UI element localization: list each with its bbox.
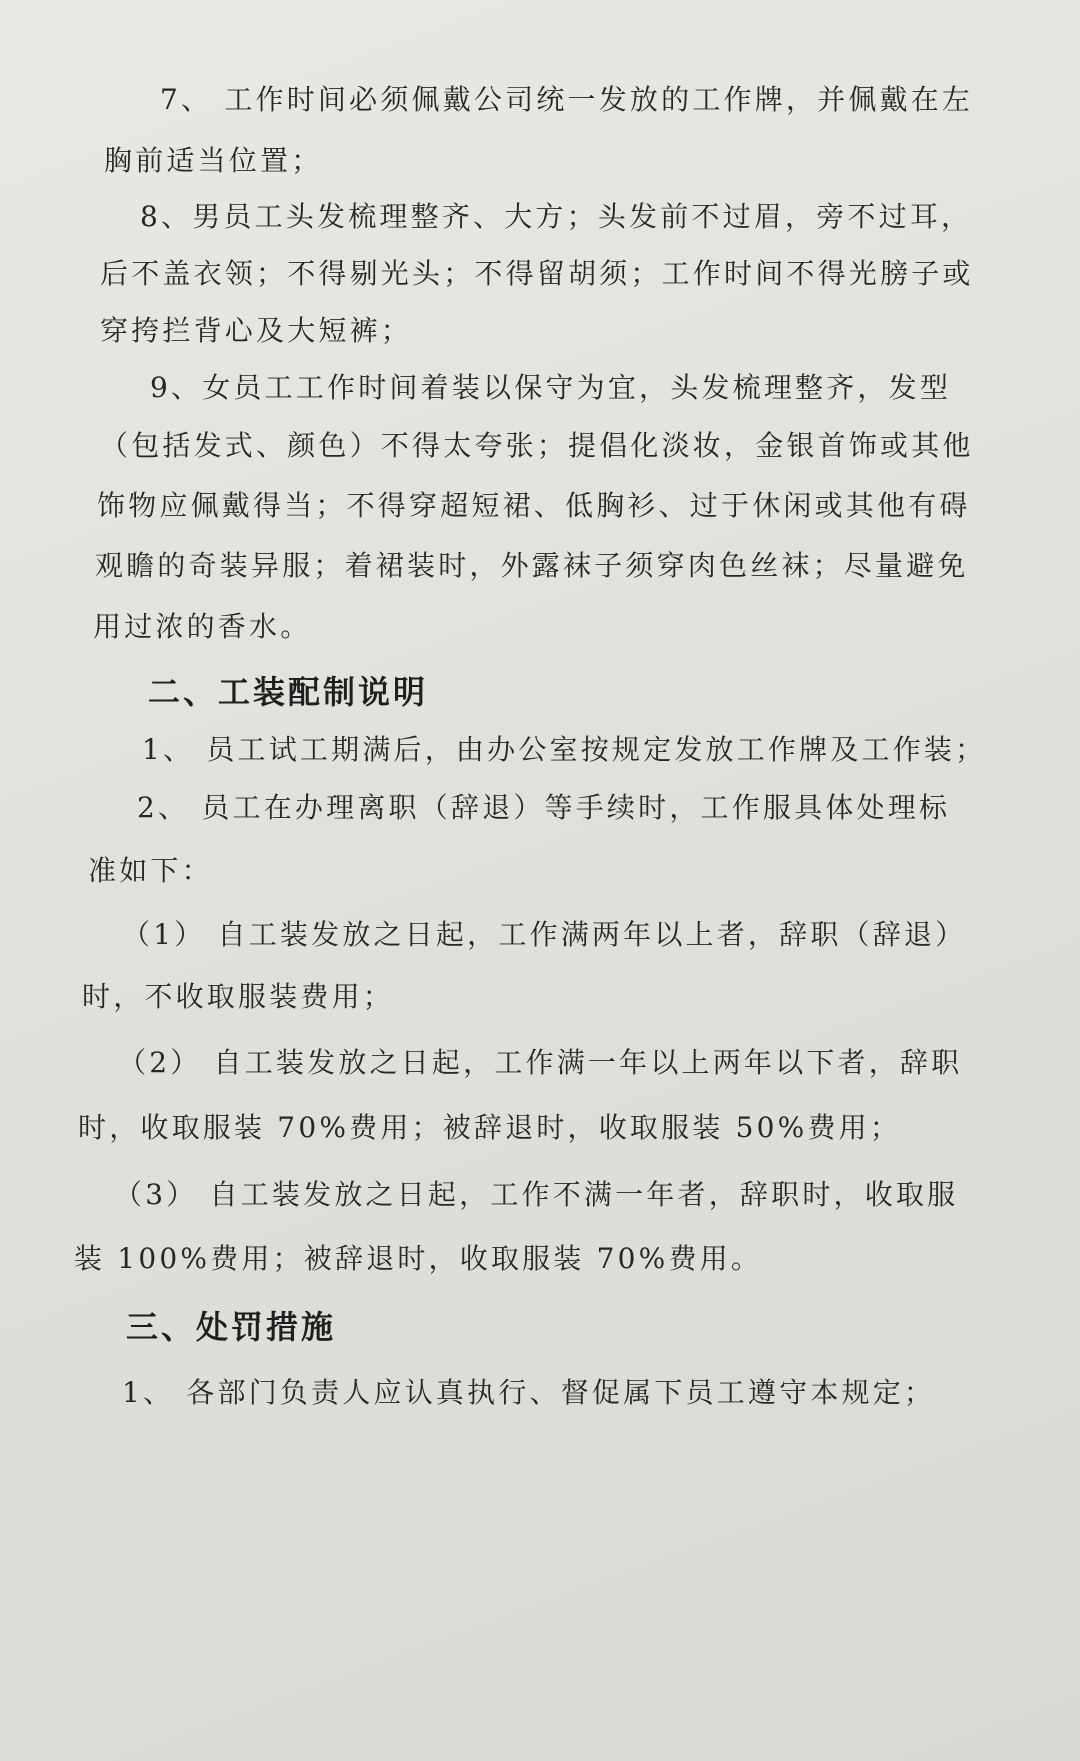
sub-item-1-line-2: 时，不收取服装费用；: [82, 980, 395, 1013]
section-3-item-1: 1、 各部门负责人应认真执行、督促属下员工遵守本规定；: [122, 1376, 936, 1409]
sub-item-2-line-2: 时，收取服装 70%费用；被辞退时，收取服装 50%费用；: [78, 1111, 902, 1144]
section-2-item-2-line-1: 2、 员工在办理离职（辞退）等手续时，工作服具体处理标: [137, 791, 951, 824]
section-2-item-1: 1、 员工试工期满后，由办公室按规定发放工作牌及工作装；: [142, 733, 987, 766]
item-7-line-1: 7、 工作时间必须佩戴公司统一发放的工作牌，并佩戴在左: [160, 83, 974, 116]
item-9-line-5: 用过浓的香水。: [93, 610, 312, 643]
section-2-heading: 二、工装配制说明: [148, 673, 429, 711]
sub-item-1-line-1: （1） 自工装发放之日起，工作满两年以上者，辞职（辞退）: [122, 918, 967, 951]
item-7-line-2: 胸前适当位置；: [104, 144, 323, 177]
item-9-line-2: （包括发式、颜色）不得太夸张；提倡化淡妆，金银首饰或其他: [100, 429, 974, 462]
item-8-line-1: 8、男员工头发梳理整齐、大方；头发前不过眉，旁不过耳，: [140, 200, 973, 233]
item-9-line-3: 饰物应佩戴得当；不得穿超短裙、低胸衫、过于休闲或其他有碍: [97, 489, 971, 522]
item-9-line-4: 观瞻的奇装异服；着裙装时，外露袜子须穿肉色丝袜；尽量避免: [95, 549, 969, 582]
item-8-line-2: 后不盖衣领；不得剔光头；不得留胡须；工作时间不得光膀子或: [100, 257, 974, 290]
sub-item-2-line-1: （2） 自工装发放之日起，工作满一年以上两年以下者，辞职: [118, 1046, 963, 1079]
item-8-line-3: 穿挎拦背心及大短裤；: [100, 314, 413, 347]
section-3-heading: 三、处罚措施: [126, 1308, 337, 1346]
item-9-line-1: 9、女员工工作时间着装以保守为宜，头发梳理整齐，发型: [150, 371, 952, 404]
sub-item-3-line-1: （3） 自工装发放之日起，工作不满一年者，辞职时，收取服: [114, 1178, 959, 1211]
section-2-item-2-line-2: 准如下：: [88, 854, 213, 887]
sub-item-3-line-2: 装 100%费用；被辞退时，收取服装 70%费用。: [74, 1242, 763, 1275]
